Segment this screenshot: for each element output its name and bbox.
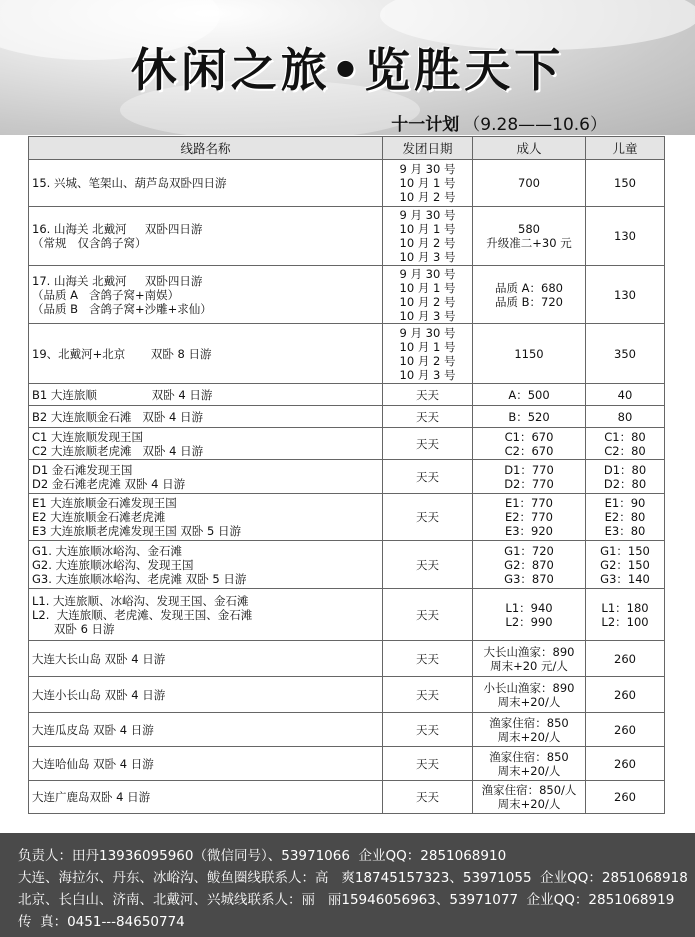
- adult-price-line: G3：870: [504, 571, 554, 586]
- route-line: （品质 A 含鸽子窝+南娱）: [32, 287, 180, 302]
- dates-line: 10 月 2 号: [399, 353, 456, 368]
- adult-price-cell: [473, 641, 586, 677]
- child-price-line: E2：80: [604, 510, 646, 524]
- adult-price-cell: [473, 384, 586, 406]
- dates-cell: [383, 460, 473, 494]
- dates-cell: [383, 160, 473, 207]
- column-header-dates: 发团日期: [383, 137, 473, 160]
- adult-price-line: 周末+20/人: [497, 729, 561, 744]
- route-line: G3. 大连旅顺冰峪沟、老虎滩 双卧 5 日游: [32, 571, 247, 586]
- child-price-line: 350: [614, 346, 636, 361]
- adult-price-line: L2：990: [505, 614, 553, 629]
- footer-line: 传 真：0451---84650774: [18, 914, 185, 930]
- contact-footer: [0, 833, 695, 937]
- child-price-line: D2：80: [603, 476, 647, 491]
- child-price-cell: [586, 384, 665, 406]
- route-cell: [29, 781, 383, 814]
- adult-price-cell: [473, 207, 586, 266]
- dates-line: 9 月 30 号: [399, 162, 456, 176]
- table-row: [29, 641, 665, 677]
- route-cell: [29, 406, 383, 428]
- dates-cell: [383, 384, 473, 406]
- table-row: [29, 460, 665, 494]
- table-row: [29, 207, 665, 266]
- route-line: 19、北戴河+北京 双卧 8 日游: [32, 346, 212, 361]
- dates-line: 10 月 3 号: [399, 250, 456, 264]
- table-row: [29, 428, 665, 460]
- adult-price-cell: [473, 428, 586, 460]
- child-price-line: 40: [617, 387, 633, 402]
- dates-line: 天天: [416, 557, 439, 572]
- route-price-table: [28, 136, 665, 814]
- child-price-line: 260: [614, 651, 636, 666]
- dates-line: 天天: [416, 510, 439, 524]
- route-cell: [29, 589, 383, 641]
- adult-price-line: 580: [518, 222, 540, 236]
- route-line: 双卧 6 日游: [32, 621, 115, 636]
- child-price-line: G2：150: [600, 557, 650, 572]
- dates-cell: [383, 406, 473, 428]
- adult-price-cell: [473, 781, 586, 814]
- route-cell: [29, 494, 383, 541]
- dates-cell: [383, 207, 473, 266]
- route-cell: [29, 541, 383, 589]
- route-line: 大连广鹿岛双卧 4 日游: [32, 790, 151, 804]
- table-row: [29, 160, 665, 207]
- route-line: 大连哈仙岛 双卧 4 日游: [32, 756, 154, 771]
- adult-price-line: 大长山渔家：890: [483, 644, 575, 659]
- table-row: [29, 747, 665, 781]
- route-line: E1 大连旅顺金石滩发现王国: [32, 496, 177, 510]
- dates-line: 10 月 1 号: [399, 222, 456, 236]
- dates-line: 天天: [416, 651, 439, 666]
- adult-price-line: 周末+20 元/人: [490, 658, 568, 673]
- page-title: 休闲之旅•览胜天下: [130, 43, 565, 97]
- adult-price-line: L1：940: [505, 600, 553, 615]
- child-price-line: G3：140: [600, 571, 650, 586]
- adult-price-line: 1150: [514, 346, 544, 361]
- route-line: 16. 山海关 北戴河 双卧四日游: [32, 222, 203, 236]
- child-price-line: E1：90: [604, 496, 646, 510]
- column-header-child: 儿童: [586, 137, 665, 160]
- route-line: （常规 仅含鸽子窝）: [32, 236, 147, 250]
- child-price-cell: [586, 747, 665, 781]
- adult-price-cell: [473, 460, 586, 494]
- table-row: [29, 781, 665, 814]
- adult-price-line: D1：770: [504, 462, 554, 477]
- route-line: （品质 B 含鸽子窝+沙雕+求仙）: [32, 301, 212, 316]
- route-cell: [29, 747, 383, 781]
- route-line: L1. 大连旅顺、冰峪沟、发现王国、金石滩: [32, 593, 249, 608]
- adult-price-line: B：520: [508, 409, 550, 424]
- adult-price-line: C2：670: [504, 443, 554, 458]
- dates-line: 天天: [416, 790, 439, 804]
- route-line: E3 大连旅顺老虎滩发现王国 双卧 5 日游: [32, 524, 242, 538]
- adult-price-line: C1：670: [504, 429, 554, 444]
- dates-cell: [383, 781, 473, 814]
- dates-line: 9 月 30 号: [399, 325, 456, 340]
- adult-price-line: 小长山渔家：890: [483, 680, 575, 695]
- child-price-line: C2：80: [604, 443, 646, 458]
- adult-price-line: 周末+20/人: [497, 694, 561, 709]
- route-line: D2 金石滩老虎滩 双卧 4 日游: [32, 476, 186, 491]
- plan-period: [391, 110, 607, 135]
- route-cell: [29, 207, 383, 266]
- child-price-line: G1：150: [600, 543, 650, 558]
- adult-price-line: 周末+20/人: [497, 763, 561, 778]
- table-body: [29, 160, 665, 814]
- route-cell: [29, 460, 383, 494]
- route-cell: [29, 713, 383, 747]
- dates-cell: [383, 641, 473, 677]
- adult-price-cell: [473, 494, 586, 541]
- child-price-line: D1：80: [603, 462, 647, 477]
- route-cell: [29, 677, 383, 713]
- adult-price-cell: [473, 324, 586, 384]
- route-cell: [29, 160, 383, 207]
- adult-price-line: 渔家住宿：850/人: [481, 783, 577, 797]
- adult-price-line: 品质 A：680: [495, 280, 563, 295]
- route-cell: [29, 428, 383, 460]
- footer-line: 大连、海拉尔、丹东、冰峪沟、鲅鱼圈线联系人：高 爽18745157323、53971055 企业QQ：2851068918: [18, 870, 688, 886]
- child-price-cell: [586, 541, 665, 589]
- child-price-line: 130: [614, 229, 636, 243]
- route-line: B2 大连旅顺金石滩 双卧 4 日游: [32, 409, 203, 424]
- adult-price-line: 700: [518, 176, 540, 190]
- table-header-row: [29, 137, 665, 160]
- adult-price-line: G2：870: [504, 557, 554, 572]
- child-price-cell: [586, 207, 665, 266]
- child-price-cell: [586, 266, 665, 324]
- plan-label: 十一计划: [391, 115, 460, 135]
- column-header-adult: 成人: [473, 137, 586, 160]
- child-price-cell: [586, 781, 665, 814]
- route-line: 大连瓜皮岛 双卧 4 日游: [32, 722, 154, 737]
- child-price-line: L2：100: [601, 614, 649, 629]
- dates-line: 10 月 3 号: [399, 367, 456, 382]
- table-row: [29, 384, 665, 406]
- dates-cell: [383, 428, 473, 460]
- dates-line: 10 月 1 号: [399, 339, 456, 354]
- dates-line: 10 月 2 号: [399, 190, 456, 204]
- adult-price-line: 升级准二+30 元: [486, 236, 572, 250]
- adult-price-line: E3：920: [504, 524, 554, 538]
- child-price-cell: [586, 641, 665, 677]
- dates-line: 天天: [416, 436, 439, 451]
- adult-price-line: A：500: [508, 387, 550, 402]
- dates-line: 天天: [416, 607, 439, 622]
- adult-price-line: G1：720: [504, 543, 554, 558]
- child-price-line: 130: [614, 287, 636, 302]
- child-price-line: 150: [614, 176, 636, 190]
- footer-line: 负责人：田丹13936095960（微信同号）、53971066 企业QQ：2851068910: [18, 848, 507, 864]
- child-price-line: 260: [614, 722, 636, 737]
- route-line: 15. 兴城、笔架山、葫芦岛双卧四日游: [32, 176, 227, 190]
- dates-line: 9 月 30 号: [399, 266, 456, 281]
- child-price-line: 260: [614, 687, 636, 702]
- route-line: 大连小长山岛 双卧 4 日游: [32, 687, 166, 702]
- dates-cell: [383, 541, 473, 589]
- dates-line: 10 月 3 号: [399, 308, 456, 323]
- adult-price-line: E2：770: [504, 510, 554, 524]
- adult-price-cell: [473, 589, 586, 641]
- dates-cell: [383, 324, 473, 384]
- adult-price-line: 渔家住宿：850: [489, 749, 569, 764]
- dates-line: 10 月 1 号: [399, 280, 456, 295]
- child-price-cell: [586, 160, 665, 207]
- dates-line: 10 月 1 号: [399, 176, 456, 190]
- column-header-route: 线路名称: [29, 137, 383, 160]
- dates-cell: [383, 747, 473, 781]
- adult-price-cell: [473, 541, 586, 589]
- child-price-cell: [586, 406, 665, 428]
- child-price-cell: [586, 677, 665, 713]
- dates-cell: [383, 266, 473, 324]
- table-row: [29, 589, 665, 641]
- child-price-line: C1：80: [604, 429, 646, 444]
- dates-line: 天天: [416, 387, 439, 402]
- route-cell: [29, 641, 383, 677]
- table-row: [29, 541, 665, 589]
- dates-line: 10 月 2 号: [399, 236, 456, 250]
- adult-price-line: D2：770: [504, 476, 554, 491]
- adult-price-cell: [473, 406, 586, 428]
- route-line: D1 金石滩发现王国: [32, 462, 133, 477]
- dates-line: 9 月 30 号: [399, 208, 456, 222]
- table-row: [29, 494, 665, 541]
- dates-line: 天天: [416, 469, 439, 484]
- dates-line: 天天: [416, 756, 439, 771]
- route-line: G2. 大连旅顺冰峪沟、发现王国: [32, 557, 194, 572]
- dates-cell: [383, 677, 473, 713]
- adult-price-line: 周末+20/人: [497, 797, 561, 811]
- dates-line: 天天: [416, 722, 439, 737]
- adult-price-line: 渔家住宿：850: [489, 715, 569, 730]
- route-line: L2. 大连旅顺、老虎滩、发现王国、金石滩: [32, 607, 253, 622]
- dates-cell: [383, 713, 473, 747]
- table-row: [29, 713, 665, 747]
- child-price-line: E3：80: [604, 524, 646, 538]
- adult-price-cell: [473, 747, 586, 781]
- adult-price-line: E1：770: [504, 496, 554, 510]
- footer-line: 北京、长白山、济南、北戴河、兴城线联系人：丽 丽15946056963、53971077 企业QQ：2851068919: [18, 892, 675, 908]
- header-banner: [0, 0, 695, 135]
- adult-price-cell: [473, 713, 586, 747]
- child-price-cell: [586, 589, 665, 641]
- adult-price-cell: [473, 266, 586, 324]
- route-line: 17. 山海关 北戴河 双卧四日游: [32, 273, 203, 288]
- route-line: E2 大连旅顺金石滩老虎滩: [32, 510, 166, 524]
- dates-line: 天天: [416, 687, 439, 702]
- dates-line: 天天: [416, 409, 439, 424]
- route-line: B1 大连旅顺 双卧 4 日游: [32, 387, 213, 402]
- child-price-cell: [586, 713, 665, 747]
- dates-line: 10 月 2 号: [399, 294, 456, 309]
- plan-dates: （9.28——10.6）: [463, 115, 607, 135]
- route-cell: [29, 266, 383, 324]
- child-price-line: 260: [614, 756, 636, 771]
- table-row: [29, 266, 665, 324]
- table-row: [29, 406, 665, 428]
- route-cell: [29, 324, 383, 384]
- child-price-cell: [586, 494, 665, 541]
- adult-price-line: 品质 B：720: [495, 294, 563, 309]
- route-line: C2 大连旅顺老虎滩 双卧 4 日游: [32, 443, 204, 458]
- dates-cell: [383, 589, 473, 641]
- child-price-cell: [586, 460, 665, 494]
- child-price-line: 260: [614, 790, 636, 804]
- table-row: [29, 677, 665, 713]
- route-cell: [29, 384, 383, 406]
- child-price-cell: [586, 428, 665, 460]
- route-line: G1. 大连旅顺冰峪沟、金石滩: [32, 543, 183, 558]
- child-price-line: 80: [617, 409, 633, 424]
- child-price-cell: [586, 324, 665, 384]
- dates-cell: [383, 494, 473, 541]
- adult-price-cell: [473, 160, 586, 207]
- route-line: C1 大连旅顺发现王国: [32, 429, 144, 444]
- child-price-line: L1：180: [601, 600, 649, 615]
- route-line: 大连大长山岛 双卧 4 日游: [32, 651, 166, 666]
- adult-price-cell: [473, 677, 586, 713]
- table-row: [29, 324, 665, 384]
